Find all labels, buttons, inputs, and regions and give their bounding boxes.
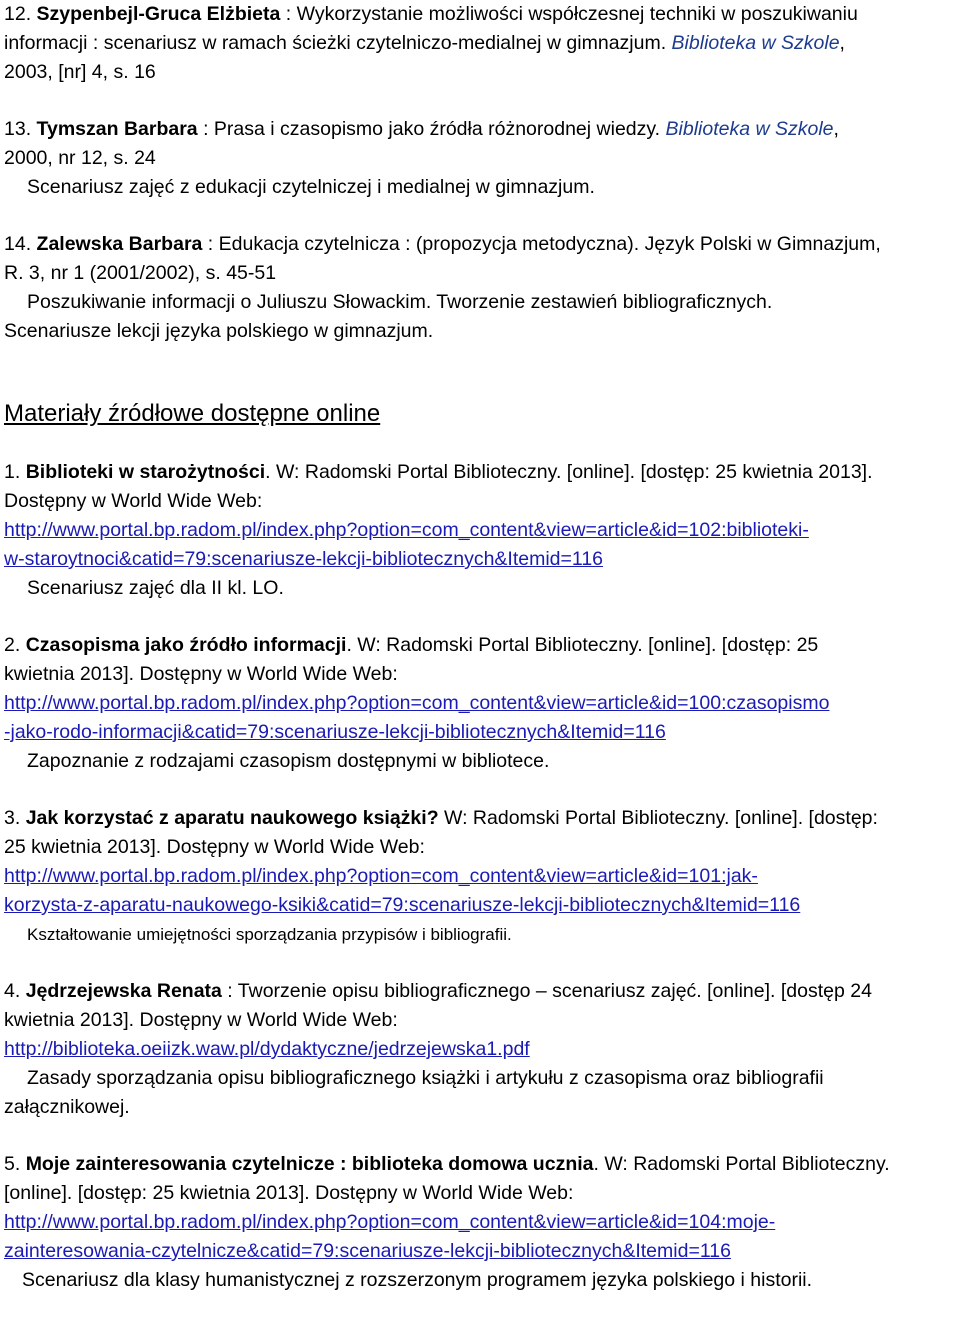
entry-link[interactable]: http://biblioteka.oeiizk.waw.pl/dydaktyczne/jedrzejewska1.pdf [4, 1038, 530, 1060]
entry-line [4, 29, 954, 58]
entry-line [4, 230, 954, 259]
entry-link[interactable]: http://www.portal.bp.radom.pl/index.php?option=com_content&view=article&id=102:biblioteki- [4, 519, 809, 541]
entry-title: Prasa i czasopismo jako źródła różnorodnej wiedzy. [213, 118, 666, 140]
entry-title: Edukacja czytelnicza : (propozycja metodyczna). Język Polski w Gimnazjum, [218, 233, 881, 255]
entry-line [4, 631, 954, 660]
entry-source: 2003, [nr] 4, s. 16 [4, 61, 156, 83]
entry-author: Jędrzejewska Renata [25, 980, 222, 1002]
entry-number: 2. [4, 634, 26, 656]
entry-source: : Tworzenie opisu bibliograficznego – scenariusz zajęć. [online]. [dostęp 24 [221, 980, 872, 1002]
entry-line [4, 458, 954, 487]
entry-number: 1. [4, 461, 26, 483]
entry-number: 3. [4, 807, 26, 829]
entry-availability: [online]. [dostęp: 25 kwietnia 2013]. Dostępny w World Wide Web: [4, 1182, 574, 1204]
entry-title: Jak korzystać z aparatu naukowego książki? [25, 807, 439, 829]
entry-title: Czasopisma jako źródło informacji [25, 634, 347, 656]
entry-author: Szypenbejl-Gruca Elżbieta [36, 3, 281, 25]
bibliography-entry-12 [4, 0, 954, 87]
entry-link-cont[interactable]: -jako-rodo-informacji&catid=79:scenariusze-lekcji-bibliotecznych&Itemid=116 [4, 721, 666, 743]
bibliography-entry-14 [4, 230, 954, 346]
entry-link-cont[interactable]: korzysta-z-aparatu-naukowego-ksiki&catid=79:scenariusze-lekcji-bibliotecznych&Itemid=116 [4, 894, 801, 916]
entry-description: Scenariusz dla klasy humanistycznej z rozszerzonym programem języka polskiego i historii. [22, 1269, 813, 1291]
entry-number: 13. [4, 118, 32, 140]
entry-source: . W: Radomski Portal Biblioteczny. [online]. [dostęp: 25 [346, 634, 819, 656]
entry-description: Zasady sporządzania opisu bibliograficznego książki i artykułu z czasopisma oraz bibliografii [27, 1067, 824, 1089]
entry-description: Scenariusz zajęć dla II kl. LO. [27, 577, 284, 599]
entry-separator: : [197, 118, 214, 140]
entry-availability: 25 kwietnia 2013]. Dostępny w World Wide Web: [4, 836, 425, 858]
entry-source: . W: Radomski Portal Biblioteczny. [593, 1153, 890, 1175]
online-entry-5 [4, 1150, 954, 1295]
entry-description: Poszukiwanie informacji o Juliuszu Słowackim. Tworzenie zestawień bibliograficznych. [27, 291, 773, 313]
entry-source: 2000, nr 12, s. 24 [4, 147, 156, 169]
entry-link-cont[interactable]: w-staroytnoci&catid=79:scenariusze-lekcji-bibliotecznych&Itemid=116 [4, 548, 604, 570]
entry-link-cont[interactable]: zainteresowania-czytelnicze&catid=79:scenariusze-lekcji-bibliotecznych&Itemid=116 [4, 1240, 731, 1262]
entry-availability: kwietnia 2013]. Dostępny w World Wide Web: [4, 1009, 398, 1031]
entry-number: 4. [4, 980, 26, 1002]
entry-punct: , [839, 32, 845, 54]
entry-description-cont: Scenariusze lekcji języka polskiego w gimnazjum. [4, 320, 434, 342]
entry-availability: kwietnia 2013]. Dostępny w World Wide Web: [4, 663, 398, 685]
entry-title: Biblioteki w starożytności [25, 461, 266, 483]
entry-source: . W: Radomski Portal Biblioteczny. [online]. [dostęp: 25 kwietnia 2013]. [265, 461, 873, 483]
entry-line [4, 804, 954, 833]
online-entry-2 [4, 631, 954, 776]
entry-description: Kształtowanie umiejętności sporządzania przypisów i bibliografii. [27, 925, 512, 944]
entry-link[interactable]: http://www.portal.bp.radom.pl/index.php?option=com_content&view=article&id=100:czasopismo [4, 692, 830, 714]
entry-separator: : [280, 3, 297, 25]
entry-line [4, 0, 954, 29]
entry-link[interactable]: http://www.portal.bp.radom.pl/index.php?option=com_content&view=article&id=101:jak- [4, 865, 758, 887]
entry-description-cont: załącznikowej. [4, 1096, 130, 1118]
entry-line [4, 1150, 954, 1179]
online-entry-4 [4, 977, 954, 1122]
entry-description: Scenariusz zajęć z edukacji czytelniczej i medialnej w gimnazjum. [27, 176, 595, 198]
section-heading: Materiały źródłowe dostępne online [4, 400, 381, 427]
online-entry-3 [4, 804, 954, 949]
entry-punct: , [833, 118, 839, 140]
entry-description: Zapoznanie z rodzajami czasopism dostępnymi w bibliotece. [27, 750, 550, 772]
entry-title: Moje zainteresowania czytelnicze : biblioteka domowa ucznia [25, 1153, 594, 1175]
entry-journal: Biblioteka w Szkole [671, 32, 840, 54]
entry-separator: : [202, 233, 219, 255]
entry-title: Wykorzystanie możliwości współczesnej techniki w poszukiwaniu [296, 3, 858, 25]
entry-link[interactable]: http://www.portal.bp.radom.pl/index.php?option=com_content&view=article&id=104:moje- [4, 1211, 776, 1233]
entry-number: 5. [4, 1153, 26, 1175]
entry-number: 14. [4, 233, 32, 255]
entry-title-cont: informacji : scenariusz w ramach ścieżki czytelniczo-medialnej w gimnazjum. [4, 32, 672, 54]
bibliography-entry-13 [4, 115, 954, 202]
entry-line [4, 977, 954, 1006]
entry-availability: Dostępny w World Wide Web: [4, 490, 263, 512]
entry-author: Zalewska Barbara [36, 233, 203, 255]
entry-journal: Biblioteka w Szkole [665, 118, 834, 140]
entry-author: Tymszan Barbara [36, 118, 198, 140]
entry-line [4, 115, 954, 144]
entry-source: W: Radomski Portal Biblioteczny. [online]. [dostęp: [438, 807, 878, 829]
entry-source: R. 3, nr 1 (2001/2002), s. 45-51 [4, 262, 277, 284]
online-entry-1 [4, 458, 954, 603]
entry-number: 12. [4, 3, 32, 25]
